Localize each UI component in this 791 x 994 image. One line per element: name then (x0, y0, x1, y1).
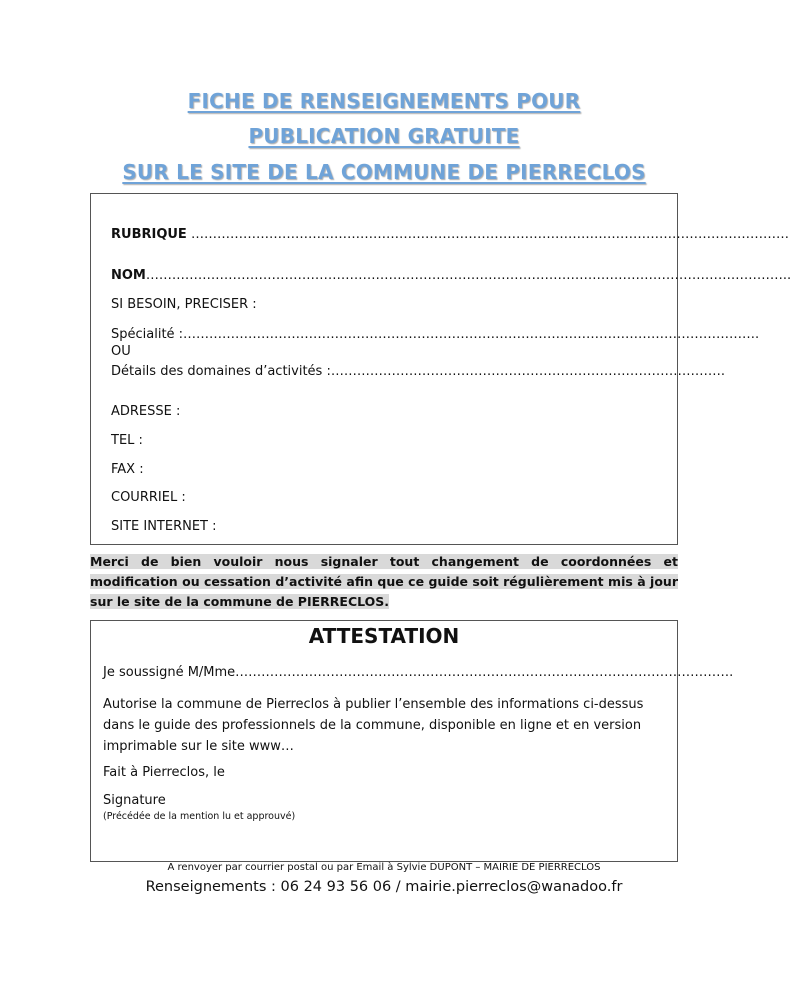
site-internet-field[interactable]: SITE INTERNET : (111, 519, 217, 534)
ou-label: OU (111, 344, 131, 359)
specialite-field[interactable]: Spécialité :……………………………………………………………………………………………………………………. (111, 327, 760, 342)
nom-field[interactable] (111, 268, 791, 283)
title-line-3: SUR LE SITE DE LA COMMUNE DE PIERRECLOS (122, 160, 646, 184)
rubrique-dots: ………………………………………………………………………………………………………………………… (186, 227, 789, 242)
title-line-2: PUBLICATION GRATUITE (248, 124, 520, 148)
rubrique-field[interactable] (111, 227, 789, 242)
nom-label: NOM (111, 268, 146, 283)
signature-field[interactable]: Signature (103, 793, 166, 808)
fait-a-field[interactable]: Fait à Pierreclos, le (103, 765, 225, 780)
title-line-1: FICHE DE RENSEIGNEMENTS POUR (187, 89, 581, 113)
details-field[interactable]: Détails des domaines d’activités :………………………………………………………………………………. (111, 364, 725, 379)
contact-info: Renseignements : 06 24 93 56 06 / mairie.pierreclos@wanadoo.fr (145, 879, 623, 895)
rubrique-label: RUBRIQUE (111, 227, 187, 242)
attestation-title: ATTESTATION (308, 624, 460, 648)
nom-dots: ………………………………………………………………………………………………………………………………….. (145, 268, 791, 283)
update-notice: Merci de bien vouloir nous signaler tout changement de coordonnées et modification ou cessation d’activité afin que ce guide soit régulièrement mis à jour sur le site de la commune de PIERRECLOS. (90, 554, 678, 609)
soussigne-field[interactable]: Je soussigné M/Mme……………………………………………………………………………………………………. (103, 665, 734, 680)
return-instructions: A renvoyer par courrier postal ou par Email à Sylvie DUPONT – MAIRIE DE PIERRECLOS (167, 862, 601, 873)
tel-field[interactable]: TEL : (111, 433, 143, 448)
si-besoin-label: SI BESOIN, PRECISER : (111, 297, 257, 312)
courriel-field[interactable]: COURRIEL : (111, 490, 186, 505)
adresse-field[interactable]: ADRESSE : (111, 404, 181, 419)
autorise-text: Autorise la commune de Pierreclos à publier l’ensemble des informations ci-dessus dans le guide des professionnels de la commune, disponible en ligne et en version imprimable sur le site www… (103, 697, 644, 754)
fax-field[interactable]: FAX : (111, 462, 144, 477)
mention-note: (Précédée de la mention lu et approuvé) (103, 811, 296, 822)
